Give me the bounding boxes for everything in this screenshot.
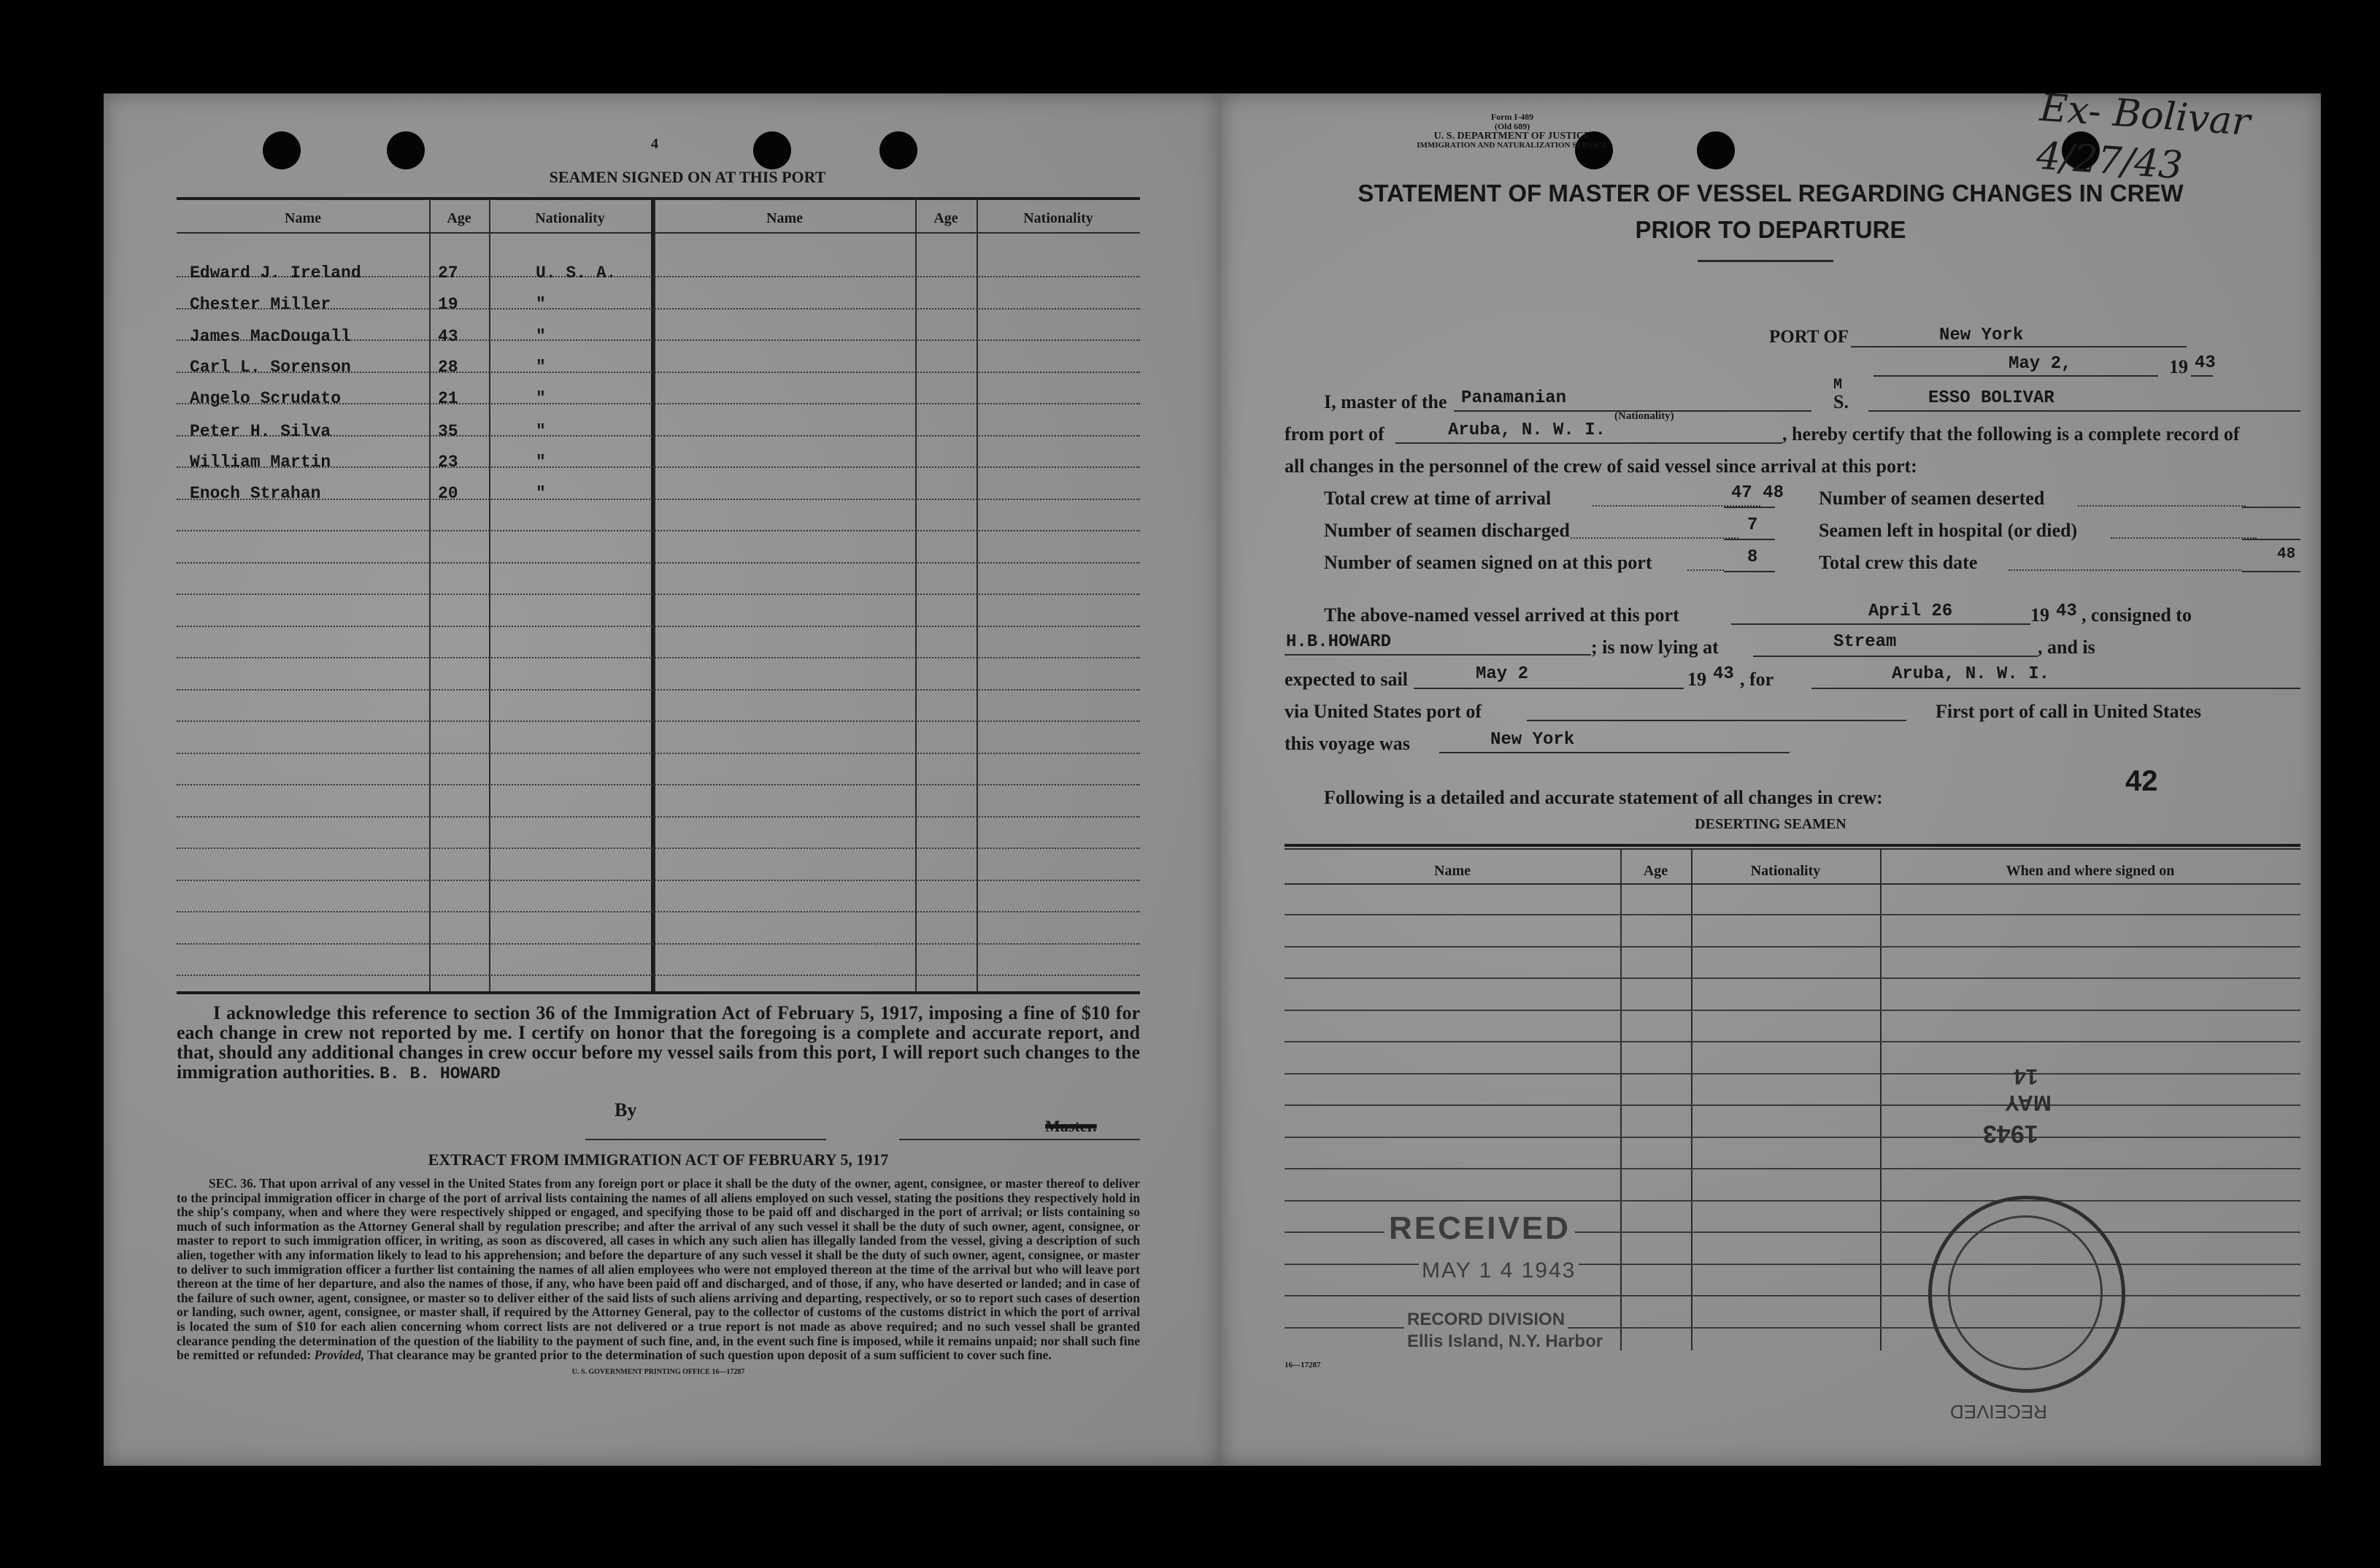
handwritten-count: 42 bbox=[2125, 765, 2158, 797]
stat-label: Number of seamen discharged bbox=[1324, 520, 1570, 541]
table-rule bbox=[177, 626, 1140, 627]
seaman-name: Enoch Strahan bbox=[190, 484, 321, 503]
table-rule bbox=[177, 975, 1140, 976]
following-label: Following is a detailed and accurate statement of all changes in crew: bbox=[1324, 787, 1883, 808]
table-rule bbox=[177, 562, 1140, 564]
seaman-age: 43 bbox=[438, 327, 458, 346]
punch-hole bbox=[1697, 131, 1735, 169]
arrived-label: The above-named vessel arrived at this port bbox=[1324, 604, 1679, 626]
extract-provided: Provided, bbox=[314, 1348, 365, 1363]
from-port-value: Aruba, N. W. I. bbox=[1448, 420, 1606, 440]
deserting-rule bbox=[1285, 1104, 2300, 1106]
seaman-nationality: " bbox=[536, 422, 546, 441]
handwritten-note: Ex- Bolivar 4/27/43 bbox=[2035, 85, 2252, 188]
expected-label: expected to sail bbox=[1285, 669, 1408, 690]
for-value: Aruba, N. W. I. bbox=[1892, 664, 2050, 684]
extract-body: SEC. 36. That upon arrival of any vessel in the United States from any foreign port or place it shall be the duty of the owner, agent, consignee, or master thereof to deliver to the principal immigration officer in charge of the port of arrival lists containing the names of all aliens employed on such vessel, stating the positions they respectively hold in the ship's company, when and where they were respectively shipped or engaged, and specifying those to be paid off and discharged in the port of arrival; or lists containing so much of such information as the Attorney General shall by regulation prescribe; and after the arrival of any such vessel it shall be the duty of such owner, agent, consignee, or master to report to such immigration officer, in writing, as soon as discovered, all cases in which any such alien has illegally landed from the vessel, giving a description of such alien, together with any information likely to lead to his apprehension; and before the departure of any such vessel it shall be the duty of such owner, agent, consignee, or master to deliver to such immigration officer a further list containing the names of all alien employees who were not employed thereon at the time of the arrival but who will leave port thereon at the time of her departure, and also the names of those, if any, who have been paid off and discharged, and of those, if any, who have deserted or landed; and in case of the failure of such owner, agent, consignee, or master so to deliver either of the said lists of such aliens arriving and departing, respectively, or so to report such cases of desertion or landing, such owner, agent, consignee, or master shall, if required by the Attorney General, pay to the collector of customs of the customs district in which the port of arrival is located the sum of $10 for each alien concerning whom correct lists are not delivered or a true report is not made as above required; and no such vessel shall be granted clearance pending the determination of the question of the liability to the payment of such fine, and, in the event such fine is imposed, while it remains unpaid; nor shall such fine be remitted or refunded: bbox=[177, 1176, 1140, 1363]
vessel-name: ESSO BOLIVAR bbox=[1928, 388, 2054, 408]
seaman-nationality: U. S. A. bbox=[536, 264, 617, 283]
voyage-label: this voyage was bbox=[1285, 733, 1410, 754]
stat-right-label: Seamen left in hospital (or died) bbox=[1819, 520, 2078, 541]
for-label: , for bbox=[1740, 669, 1774, 690]
year-value: 43 bbox=[2195, 353, 2216, 373]
lying-label: ; is now lying at bbox=[1591, 637, 1719, 658]
table-rule bbox=[177, 880, 1140, 881]
vessel-type: S. bbox=[1833, 391, 1849, 412]
deserting-title: DESERTING SEAMEN bbox=[1695, 816, 1846, 832]
arrived-year-prefix: 19 bbox=[2030, 604, 2049, 626]
round-stamp-day: 14 bbox=[2014, 1064, 2038, 1088]
seaman-age: 23 bbox=[438, 453, 458, 472]
arrived-year: 43 bbox=[2056, 602, 2077, 621]
seaman-age: 20 bbox=[438, 484, 458, 503]
deserting-rule bbox=[1285, 1010, 2300, 1011]
form-old-number: (Old 689) bbox=[1494, 121, 1530, 131]
consignee: H.B.HOWARD bbox=[1286, 632, 1392, 652]
punch-hole bbox=[263, 131, 301, 169]
expected-value: May 2 bbox=[1476, 664, 1529, 684]
right-page bbox=[1220, 85, 2321, 1466]
round-stamp-year: 1943 bbox=[1983, 1120, 2038, 1148]
seaman-age: 28 bbox=[438, 358, 458, 377]
table-rule bbox=[177, 753, 1140, 754]
deserting-rule bbox=[1285, 1200, 2300, 1202]
stat-value: 47 48 bbox=[1731, 483, 1784, 503]
seaman-name: Peter H. Silva bbox=[190, 422, 331, 441]
stat-value: 7 bbox=[1747, 515, 1758, 535]
table-rule bbox=[177, 499, 1140, 500]
acknowledgement bbox=[177, 1003, 1140, 1084]
service: IMMIGRATION AND NATURALIZATION SERVICE bbox=[1417, 141, 1608, 150]
deserting-rule bbox=[1285, 1137, 2300, 1138]
form-title: STATEMENT OF MASTER OF VESSEL REGARDING CHANGES IN CREW bbox=[1357, 180, 2184, 207]
first-port-label: First port of call in United States bbox=[1936, 701, 2201, 722]
col-header-nationality-2: Nationality bbox=[1023, 210, 1093, 226]
table-rule bbox=[177, 593, 1140, 595]
extract-text bbox=[177, 1177, 1140, 1363]
table-rule bbox=[177, 657, 1140, 658]
punch-hole bbox=[879, 131, 917, 169]
seaman-age: 21 bbox=[438, 389, 458, 408]
table-rule bbox=[177, 530, 1140, 531]
col-header-nationality: Nationality bbox=[535, 210, 605, 226]
seaman-age: 27 bbox=[438, 264, 458, 283]
col-header-name-2: Name bbox=[766, 210, 803, 226]
signed-on-title: SEAMEN SIGNED ON AT THIS PORT bbox=[549, 168, 826, 186]
certify-text: , hereby certify that the following is a complete record of bbox=[1782, 423, 2240, 445]
seaman-nationality: " bbox=[536, 484, 546, 503]
col-header-name: Name bbox=[285, 210, 321, 226]
received-stamp: RECEIVED bbox=[1385, 1210, 1575, 1247]
seaman-age: 35 bbox=[438, 422, 458, 441]
consigned-label: , consigned to bbox=[2081, 604, 2192, 626]
left-printer-line: U. S. GOVERNMENT PRINTING OFFICE 16—17287 bbox=[571, 1368, 745, 1376]
col-header-age-2: Age bbox=[933, 210, 958, 226]
left-page bbox=[104, 93, 1220, 1466]
master-nationality: Panamanian bbox=[1461, 388, 1567, 408]
table-rule bbox=[177, 720, 1140, 722]
by-label: By bbox=[615, 1099, 637, 1121]
seaman-name: Edward J. Ireland bbox=[190, 264, 361, 283]
form-number: Form I-489 bbox=[1490, 112, 1534, 122]
lying-value: Stream bbox=[1833, 632, 1897, 652]
stat-label: Total crew at time of arrival bbox=[1324, 488, 1552, 509]
signer-typed: B. B. HOWARD bbox=[380, 1064, 501, 1083]
date-value: May 2, bbox=[2009, 354, 2072, 374]
acknowledgement-text: I acknowledge this reference to section 36 of the Immigration Act of February 5, 1917, imposing a fine of $10 for each change in crew not reported by me. I certify on honor that the foregoing is a complete and accurate report, and that, should any additional changes in crew occur before my vessel sails from this port, I will report such changes to the immigration authorities. bbox=[177, 1002, 1141, 1083]
table-rule bbox=[177, 689, 1140, 691]
extract-tail: That clearance may be granted prior to the determination of such question upon deposit of a sum sufficient to cover such fine. bbox=[367, 1348, 1052, 1363]
deserting-col-nationality: Nationality bbox=[1750, 863, 1821, 879]
reverse-received-stamp: RECEIVED bbox=[1950, 1401, 2047, 1423]
and-is-label: , and is bbox=[2038, 637, 2095, 658]
via-label: via United States port of bbox=[1285, 701, 1482, 722]
deserting-rule bbox=[1285, 1295, 2300, 1296]
round-stamp bbox=[1928, 1064, 2125, 1393]
seaman-name: James MacDougall bbox=[190, 327, 351, 346]
table-rule bbox=[177, 848, 1140, 849]
stat-right-label: Number of seamen deserted bbox=[1819, 488, 2045, 509]
changes-line: all changes in the personnel of the crew of said vessel since arrival at this port: bbox=[1285, 456, 1917, 477]
table-rule bbox=[177, 943, 1140, 945]
table-rule bbox=[177, 784, 1140, 785]
form-subtitle: PRIOR TO DEPARTURE bbox=[1635, 216, 1906, 243]
seaman-nationality: " bbox=[536, 295, 546, 314]
punch-hole bbox=[753, 131, 791, 169]
port-of-value: New York bbox=[1939, 326, 2024, 345]
deserting-rule bbox=[1285, 946, 2300, 948]
arrived-value: April 26 bbox=[1868, 602, 1953, 621]
deserting-col-age: Age bbox=[1643, 863, 1668, 879]
expected-year: 43 bbox=[1713, 664, 1734, 684]
col-header-age: Age bbox=[447, 210, 471, 226]
table-rule bbox=[177, 816, 1140, 818]
right-printer-line: 16—17287 bbox=[1285, 1361, 1321, 1369]
from-port-label: from port of bbox=[1285, 423, 1385, 445]
deserting-rule bbox=[1285, 1073, 2300, 1075]
struck-title: Master. bbox=[1045, 1117, 1097, 1135]
punch-hole bbox=[387, 131, 425, 169]
form-header bbox=[1403, 112, 1622, 150]
extract-title: EXTRACT FROM IMMIGRATION ACT OF FEBRUARY 5, 1917 bbox=[428, 1150, 889, 1169]
vessel-prefix-mark: M bbox=[1833, 377, 1843, 393]
stat-value: 8 bbox=[1747, 547, 1758, 567]
port-of-label: PORT OF bbox=[1769, 327, 1849, 347]
record-division: RECORD DIVISION bbox=[1404, 1310, 1568, 1330]
stat-right-label: Total crew this date bbox=[1819, 552, 1978, 573]
seaman-nationality: " bbox=[536, 358, 546, 377]
deserting-rule bbox=[1285, 914, 2300, 915]
seaman-nationality: " bbox=[536, 389, 546, 408]
received-date: MAY 1 4 1943 bbox=[1419, 1258, 1579, 1283]
total-crew-value: 48 bbox=[2277, 546, 2296, 563]
seaman-age: 19 bbox=[438, 295, 458, 314]
seaman-nationality: " bbox=[536, 453, 546, 472]
expected-year-prefix: 19 bbox=[1687, 669, 1706, 690]
deserting-rule bbox=[1285, 1168, 2300, 1169]
deserting-rule bbox=[1285, 977, 2300, 979]
deserting-rule bbox=[1285, 1041, 2300, 1042]
deserting-col-name: Name bbox=[1434, 863, 1471, 879]
ellis-island: Ellis Island, N.Y. Harbor bbox=[1404, 1331, 1606, 1352]
seaman-name: William Martin bbox=[190, 453, 331, 472]
seaman-nationality: " bbox=[536, 327, 546, 346]
round-stamp-month: MAY bbox=[2005, 1091, 2052, 1115]
department: U. S. DEPARTMENT OF JUSTICE bbox=[1433, 131, 1591, 142]
table-rule bbox=[177, 911, 1140, 912]
page-number: 4 bbox=[651, 136, 658, 152]
master-label: I, master of the bbox=[1324, 391, 1447, 412]
year-prefix: 19 bbox=[2169, 356, 2188, 377]
nationality-caption: (Nationality) bbox=[1614, 410, 1674, 422]
seaman-name: Carl L. Sorenson bbox=[190, 358, 351, 377]
stat-label: Number of seamen signed on at this port bbox=[1324, 552, 1652, 573]
seaman-name: Chester Miller bbox=[190, 295, 331, 314]
deserting-col-signed-on: When and where signed on bbox=[2006, 863, 2175, 879]
seaman-name: Angelo Scrudato bbox=[190, 389, 342, 408]
voyage-value: New York bbox=[1490, 730, 1575, 750]
